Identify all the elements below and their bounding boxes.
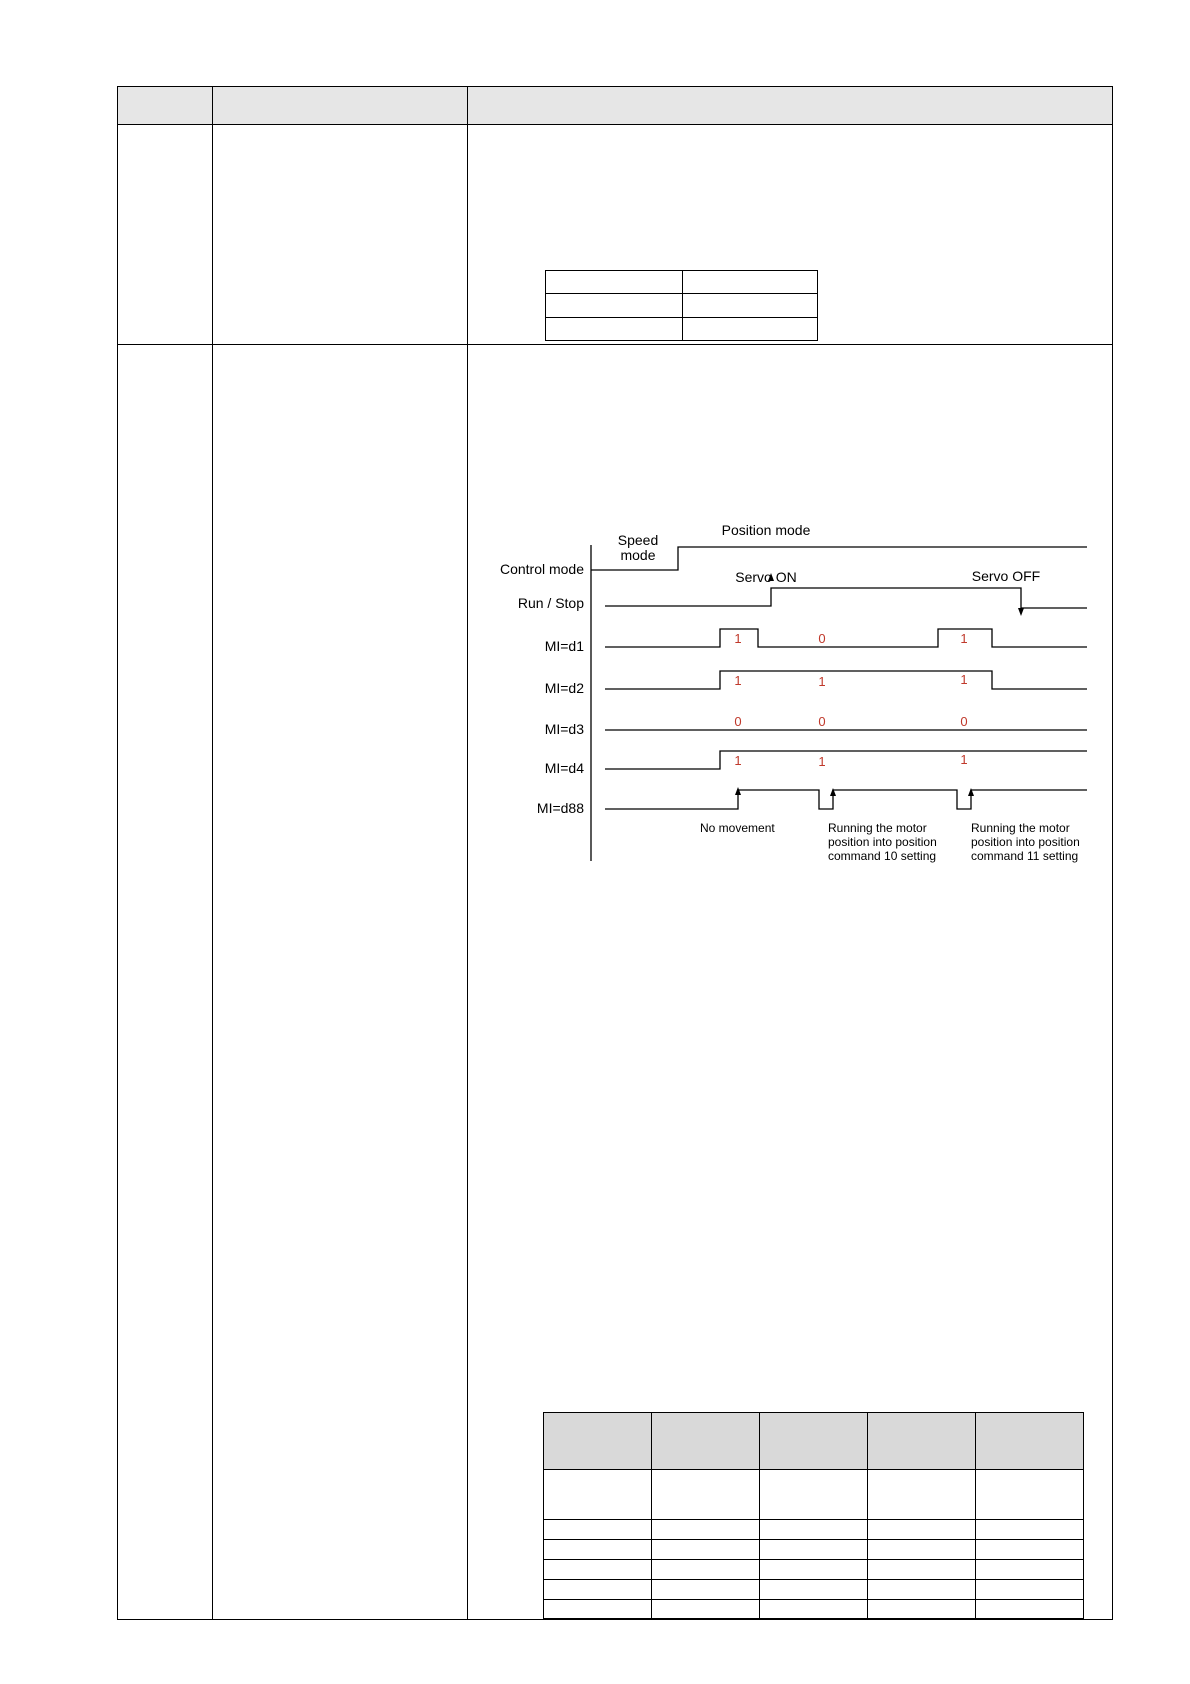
servo-off-label: Servo OFF	[971, 568, 1041, 584]
timing-diagram	[480, 515, 1100, 870]
d88-arrow-1	[735, 787, 741, 795]
annotation-cmd10-line1: Running the motor	[828, 821, 927, 835]
bit-d1-a: 1	[734, 631, 742, 646]
control-mode-trace	[591, 547, 1087, 570]
speed-mode-label-line2: mode	[620, 547, 656, 563]
bit-d2-b: 1	[818, 674, 826, 689]
annotation-cmd11-line2: position into position	[971, 835, 1080, 849]
d88-arrow-2	[830, 788, 836, 796]
signal-label-d2: MI=d2	[544, 680, 584, 696]
annotation-no-movement: No movement	[700, 821, 775, 835]
speed-mode-label-line1: Speed	[617, 532, 659, 548]
bit-d2-c: 1	[960, 672, 968, 687]
table-column-divider-1	[212, 86, 213, 1620]
signal-label-d4: MI=d4	[544, 760, 584, 776]
signal-label-control-mode: Control mode	[499, 561, 584, 577]
position-mode-label: Position mode	[721, 522, 811, 538]
table-border-right	[1112, 86, 1113, 1620]
d1-trace	[605, 629, 1087, 647]
bit-d3-b: 0	[818, 714, 826, 729]
table-row-divider	[117, 344, 1113, 345]
annotation-cmd10-line3: command 10 setting	[828, 849, 937, 863]
annotation-cmd11-line1: Running the motor	[971, 821, 1070, 835]
annotation-cmd10-line2: position into position	[828, 835, 937, 849]
table-header-divider	[117, 124, 1113, 125]
d4-trace	[605, 751, 1087, 769]
table-header-row	[118, 86, 1112, 124]
servo-off-arrow	[1018, 608, 1024, 616]
d2-trace	[605, 671, 1087, 689]
table-border-left	[117, 86, 118, 1620]
bit-d3-c: 0	[960, 714, 968, 729]
d88-trace	[605, 790, 1087, 809]
signal-label-d88: MI=d88	[536, 800, 584, 816]
bit-d3-a: 0	[734, 714, 742, 729]
signal-label-d1: MI=d1	[544, 638, 584, 654]
bit-d4-a: 1	[734, 753, 742, 768]
bit-d4-b: 1	[818, 754, 826, 769]
servo-on-label: Servo ON	[735, 569, 797, 585]
signal-label-d3: MI=d3	[544, 721, 584, 737]
d88-arrow-3	[968, 788, 974, 796]
bit-d4-c: 1	[960, 752, 968, 767]
bit-d1-c: 1	[960, 631, 968, 646]
table-border-bottom	[117, 1619, 1113, 1620]
run-stop-trace	[605, 588, 1087, 608]
annotation-cmd11-line3: command 11 setting	[971, 849, 1079, 863]
table-column-divider-2	[467, 86, 468, 1620]
bit-d1-b: 0	[818, 631, 826, 646]
table-border-top	[117, 86, 1113, 87]
signal-label-run-stop: Run / Stop	[517, 595, 584, 611]
bit-d2-a: 1	[734, 673, 742, 688]
